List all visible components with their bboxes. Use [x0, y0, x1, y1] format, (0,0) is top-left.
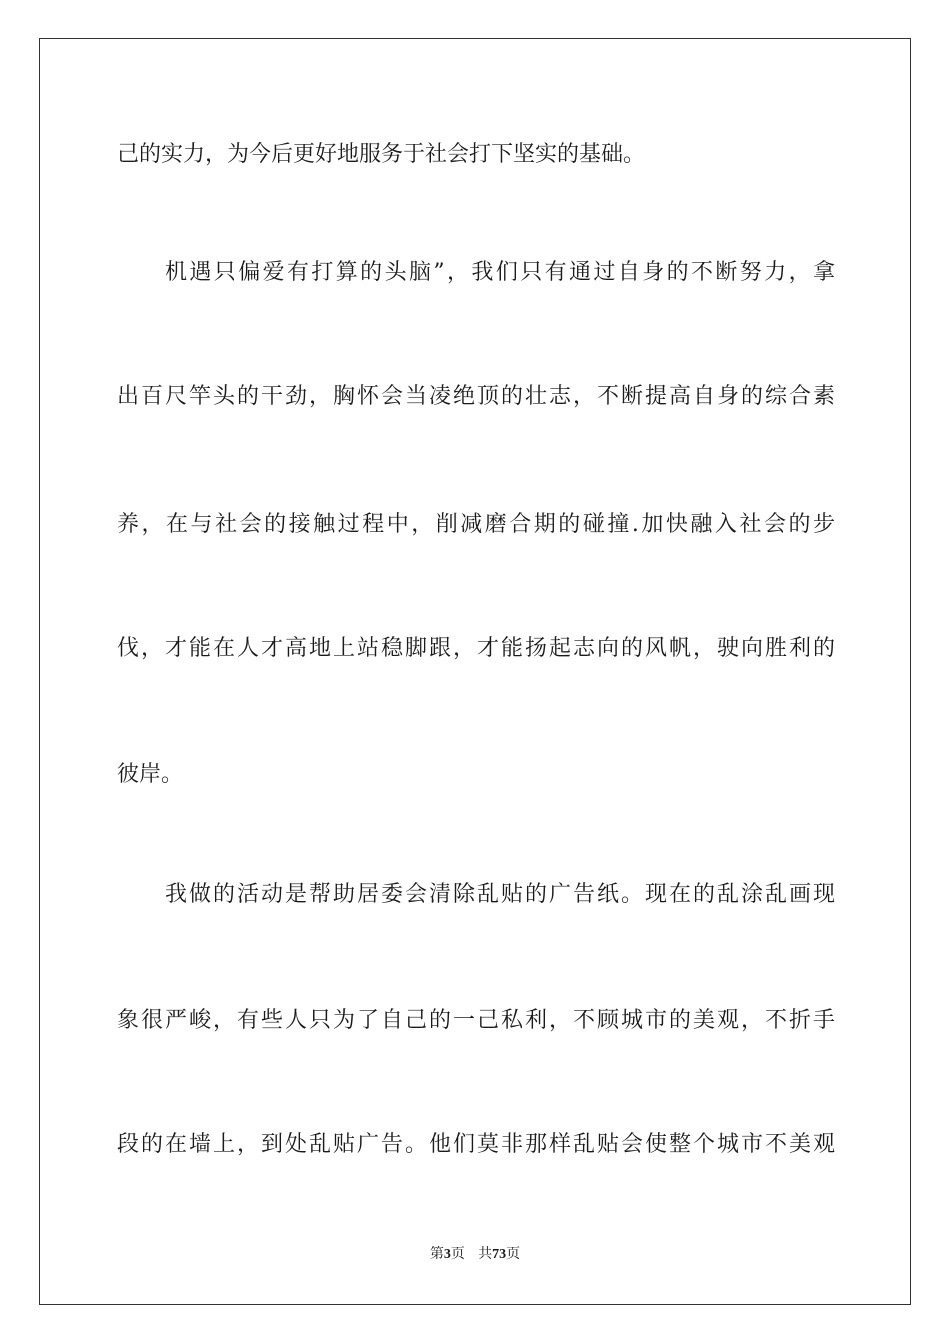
page-border [39, 38, 911, 1305]
footer-page-suffix: 页 [450, 1246, 465, 1262]
text-line-3: 出百尺竿头的干劲，胸怀会当凌绝顶的壮志，不断提高自身的综合素 [117, 384, 835, 409]
footer-total-suffix: 页 [506, 1246, 521, 1262]
page-footer [0, 1243, 950, 1263]
text-line-8: 象很严峻，有些人只为了自己的一己私利，不顾城市的美观，不折手 [117, 1008, 835, 1033]
text-line-1: 己的实力，为今后更好地服务于社会打下坚实的基础。 [117, 142, 646, 167]
footer-page-number: 3 [443, 1247, 451, 1262]
text-line-6: 彼岸。 [117, 762, 184, 787]
text-line-4: 养，在与社会的接触过程中，削减磨合期的碰撞.加快融入社会的步 [117, 512, 835, 537]
text-line-9: 段的在墙上，到处乱贴广告。他们莫非那样乱贴会使整个城市不美观 [117, 1132, 835, 1157]
text-line-7: 我做的活动是帮助居委会清除乱贴的广告纸。现在的乱涂乱画现 [165, 882, 835, 907]
footer-total-number: 73 [492, 1247, 507, 1262]
text-line-5: 伐，才能在人才高地上站稳脚跟，才能扬起志向的风帆，驶向胜利的 [117, 636, 835, 661]
footer-page-prefix: 第 [429, 1246, 444, 1262]
footer-total-prefix: 共 [478, 1246, 493, 1262]
text-line-2: 机遇只偏爱有打算的头脑”，我们只有通过自身的不断努力，拿 [165, 260, 835, 285]
